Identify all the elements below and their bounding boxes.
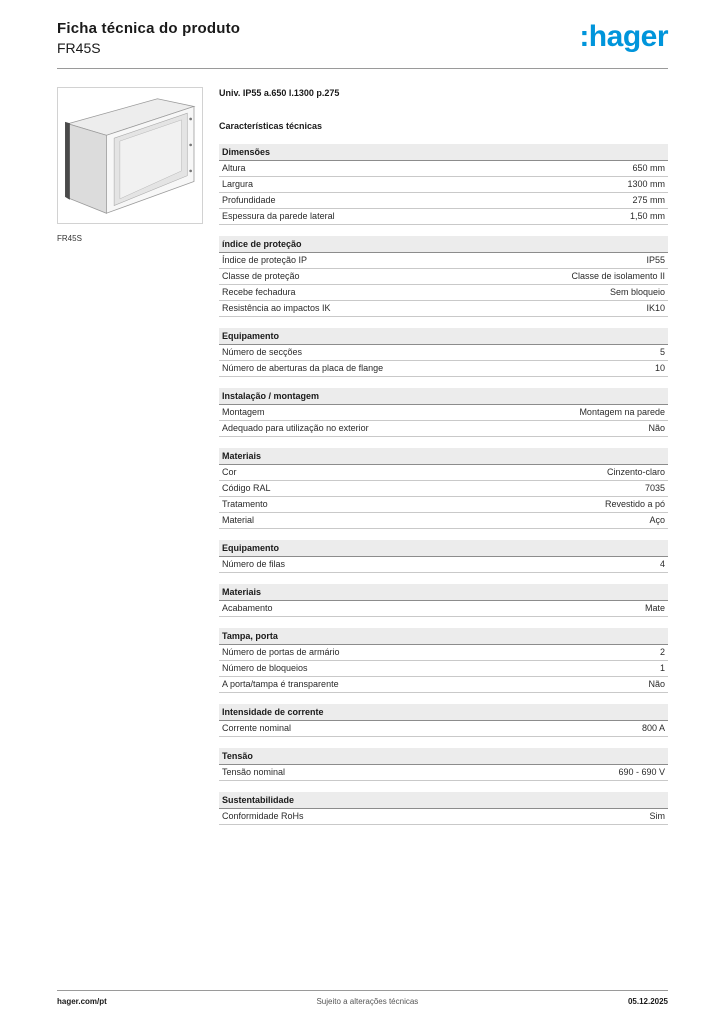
spec-label: Altura <box>222 163 246 173</box>
header-text <box>57 20 240 56</box>
spec-row <box>219 193 668 209</box>
spec-value: 800 A <box>641 723 665 733</box>
spec-label: Número de portas de armário <box>222 647 340 657</box>
spec-label: Profundidade <box>222 195 276 205</box>
spec-row <box>219 481 668 497</box>
spec-row <box>219 809 668 825</box>
product-image-column <box>57 87 203 836</box>
spec-value: Sem bloqueio <box>609 287 665 297</box>
page-footer <box>57 990 668 1006</box>
spec-section-title: Sustentabilidade <box>219 792 668 809</box>
spec-value: IP55 <box>646 255 665 265</box>
spec-row <box>219 361 668 377</box>
spec-row <box>219 601 668 617</box>
spec-label: Código RAL <box>222 483 271 493</box>
spec-section <box>219 388 668 437</box>
spec-value: 5 <box>659 347 665 357</box>
page-header <box>0 0 724 56</box>
spec-label: Cor <box>222 467 237 477</box>
spec-label: Número de bloqueios <box>222 663 308 673</box>
spec-section <box>219 144 668 225</box>
spec-section <box>219 328 668 377</box>
spec-value: 650 mm <box>632 163 665 173</box>
spec-label: A porta/tampa é transparente <box>222 679 339 689</box>
spec-row <box>219 661 668 677</box>
spec-section <box>219 584 668 617</box>
spec-value: 7035 <box>644 483 665 493</box>
spec-section-title: Materiais <box>219 584 668 601</box>
spec-row <box>219 269 668 285</box>
spec-label: Resistência ao impactos IK <box>222 303 331 313</box>
spec-section-title: Intensidade de corrente <box>219 704 668 721</box>
spec-label: Tensão nominal <box>222 767 286 777</box>
spec-value: Não <box>648 679 665 689</box>
spec-section <box>219 628 668 693</box>
spec-section-title: Materiais <box>219 448 668 465</box>
spec-value: 690 - 690 V <box>618 767 665 777</box>
product-image <box>57 87 203 224</box>
spec-value: Montagem na parede <box>579 407 665 417</box>
spec-value: Aço <box>649 515 665 525</box>
spec-row <box>219 497 668 513</box>
spec-row <box>219 513 668 529</box>
spec-label: Número de secções <box>222 347 303 357</box>
spec-row <box>219 177 668 193</box>
spec-section <box>219 540 668 573</box>
spec-section-title: Tensão <box>219 748 668 765</box>
spec-section <box>219 792 668 825</box>
spec-row <box>219 677 668 693</box>
spec-value: 10 <box>654 363 665 373</box>
spec-row <box>219 345 668 361</box>
footer-site-link: hager.com/pt <box>57 997 107 1006</box>
spec-row <box>219 209 668 225</box>
enclosure-drawing-icon <box>61 92 199 220</box>
spec-value: IK10 <box>646 303 665 313</box>
spec-value: Mate <box>644 603 665 613</box>
spec-value: 1 <box>659 663 665 673</box>
spec-label: Largura <box>222 179 254 189</box>
spec-label: Adequado para utilização no exterior <box>222 423 369 433</box>
spec-label: Classe de proteção <box>222 271 300 281</box>
hager-logo: :hager <box>579 20 668 53</box>
spec-label: Tratamento <box>222 499 268 509</box>
spec-section <box>219 704 668 737</box>
spec-row <box>219 405 668 421</box>
characteristics-title: Características técnicas <box>219 121 323 131</box>
spec-row <box>219 301 668 317</box>
spec-row <box>219 421 668 437</box>
spec-section <box>219 448 668 529</box>
spec-value: 275 mm <box>632 195 665 205</box>
product-summary: Univ. IP55 a.650 l.1300 p.275 <box>219 88 340 98</box>
page-title: Ficha técnica do produto <box>57 20 241 37</box>
footer-disclaimer: Sujeito a alterações técnicas <box>316 997 419 1006</box>
spec-value: Classe de isolamento II <box>571 271 665 281</box>
specs-column <box>219 87 668 836</box>
spec-section <box>219 748 668 781</box>
spec-label: Número de filas <box>222 559 286 569</box>
spec-label: Espessura da parede lateral <box>222 211 335 221</box>
spec-value: 1300 mm <box>627 179 665 189</box>
spec-value: 2 <box>659 647 665 657</box>
spec-label: Material <box>222 515 255 525</box>
spec-value: Revestido a pó <box>604 499 665 509</box>
spec-row <box>219 465 668 481</box>
spec-value: Cinzento-claro <box>606 467 665 477</box>
product-code: FR45S <box>57 40 101 56</box>
spec-row <box>219 285 668 301</box>
spec-section-title: Equipamento <box>219 328 668 345</box>
main-content <box>0 69 724 836</box>
spec-label: Índice de proteção IP <box>222 255 308 265</box>
spec-label: Número de aberturas da placa de flange <box>222 363 384 373</box>
spec-value: Sim <box>649 811 665 821</box>
spec-row <box>219 721 668 737</box>
spec-value: 4 <box>659 559 665 569</box>
spec-row <box>219 161 668 177</box>
spec-row <box>219 765 668 781</box>
spec-label: Montagem <box>222 407 265 417</box>
spec-section-title: Dimensões <box>219 144 668 161</box>
spec-value: Não <box>648 423 665 433</box>
spec-section-title: índice de proteção <box>219 236 668 253</box>
spec-label: Conformidade RoHs <box>222 811 304 821</box>
spec-row <box>219 645 668 661</box>
footer-date: 05.12.2025 <box>627 997 668 1006</box>
spec-value: 1,50 mm <box>629 211 665 221</box>
spec-section <box>219 236 668 317</box>
spec-section-title: Equipamento <box>219 540 668 557</box>
spec-label: Recebe fechadura <box>222 287 296 297</box>
spec-row <box>219 253 668 269</box>
product-image-caption: FR45S <box>57 234 82 243</box>
spec-sections <box>219 144 668 825</box>
spec-row <box>219 557 668 573</box>
spec-section-title: Instalação / montagem <box>219 388 668 405</box>
spec-label: Acabamento <box>222 603 273 613</box>
spec-label: Corrente nominal <box>222 723 292 733</box>
spec-section-title: Tampa, porta <box>219 628 668 645</box>
